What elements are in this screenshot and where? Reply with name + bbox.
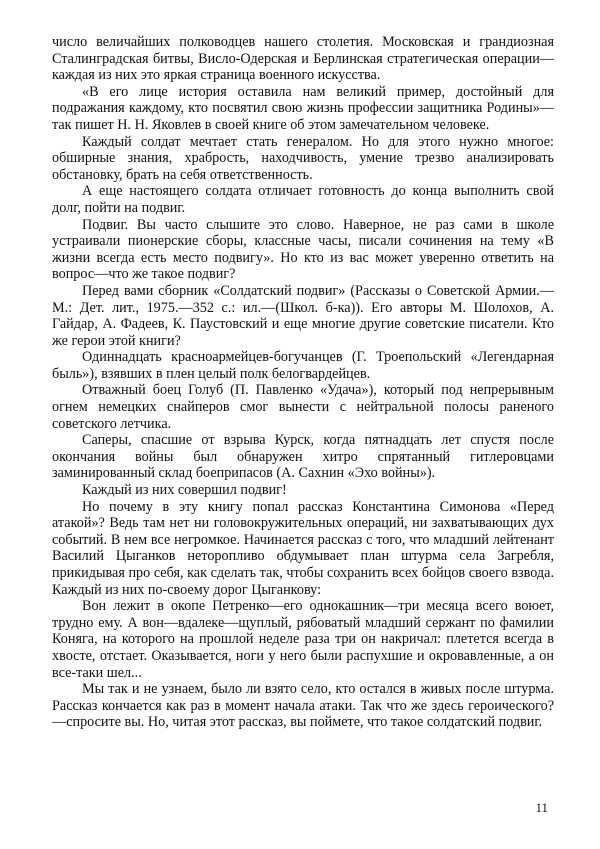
paragraph: Саперы, спасшие от взрыва Курск, когда пятнадцать лет спустя после окончания войны был обнаружен хитро спрятанный гитлеровцами заминированный склад боеприпасов (А. Сахнин «Эхо войны»). [52, 432, 554, 482]
paragraph: Одиннадцать красноармейцев-богучанцев (Г. Троепольский «Легендарная быль»), взявших в плен целый полк белогвардейцев. [52, 349, 554, 382]
paragraph: Каждый солдат мечтает стать генералом. Но для этого нужно многое: обширные знания, храбрость, находчивость, умение трезво анализировать обстановку, брать на себя ответственность. [52, 133, 554, 183]
paragraph: Но почему в эту книгу попал рассказ Константина Симонова «Перед атакой»? Ведь там нет ни головокружительных операций, ни захватывающих дух событий. В нем все негромкое. Начинается рассказ с того, что младший лейтенант Василий Цыганков неторопливо обдумывает план штурма села Загребля, прикидывая про себя, как сделать так, чтобы сохранить всех бойцов своего взвода. Каждый из них по-своему дорог Цыганкову: [52, 498, 554, 598]
paragraph: Каждый из них совершил подвиг! [82, 482, 287, 499]
page-number: 11 [535, 800, 548, 815]
paragraph: «В его лице история оставила нам великий пример, достойный для подражания каждому, кто посвятил свою жизнь профессии защитника Родины»—так пишет Н. Н. Яковлев в своей книге об этом замечательном человеке. [52, 83, 554, 133]
paragraph: А еще настоящего солдата отличает готовность до конца выполнить свой долг, пойти на подвиг. [52, 183, 554, 216]
paragraph: Отважный боец Голуб (П. Павленко «Удача»), который под непрерывным огнем немецких снайперов смог вынести с нейтральной полосы раненого советского летчика. [52, 382, 554, 432]
paragraph: число величайших полководцев нашего столетия. Московская и грандиозная Сталинградская битвы, Висло-Одерская и Берлинская стратегическая операции—каждая из них это яркая страница военного искусства. [52, 34, 554, 84]
paragraph: Подвиг. Вы часто слышите это слово. Наверное, не раз сами в школе устраивали пионерские сборы, классные часы, писали сочинения на тему «В жизни всегда есть место подвигу». Но кто из вас может уверенно ответить на вопрос—что же такое подвиг? [52, 216, 554, 283]
page-body [52, 34, 554, 731]
paragraph: Мы так и не узнаем, было ли взято село, кто остался в живых после штурма. Рассказ кончается как раз в момент начала атаки. Так что же здесь героического?—спросите вы. Но, читая этот рассказ, вы поймете, что такое солдатский подвиг. [52, 681, 554, 731]
paragraph: Перед вами сборник «Солдатский подвиг» (Рассказы о Советской Армии.—М.: Дет. лит., 1975.—352 с.: ил.—(Школ. б-ка)). Его авторы М. Шолохов, А. Гайдар, А. Фадеев, К. Паустовский и еще многие другие советские писатели. Кто же герои этой книги? [52, 282, 554, 349]
quoted-paragraph: Вон лежит в окопе Петренко—его однокашник—три месяца всего воюет, трудно ему. А вон—вдалеке—щуплый, рябоватый младший сержант по фамилии Коняга, на которого на прошлой неделе раза три он накричал: плетется всегда в хвосте, отстает. Оказывается, ноги у него были распухшие и окровавленные, а он все-таки шел... [52, 598, 554, 681]
